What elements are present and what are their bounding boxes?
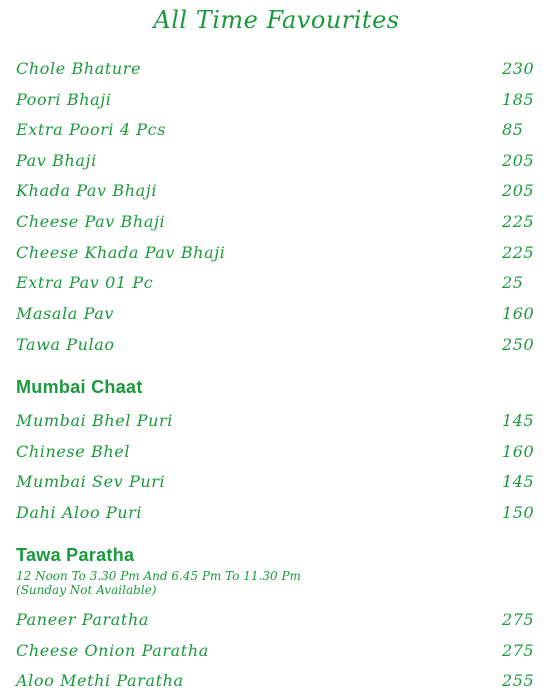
section-title: Tawa Paratha — [16, 545, 135, 565]
item-price: 275 — [502, 641, 535, 660]
item-name: Tawa Pulao — [16, 335, 115, 354]
menu-item — [16, 641, 540, 665]
item-name: Cheese Pav Bhaji — [16, 212, 166, 231]
item-name: Mumbai Sev Puri — [16, 472, 166, 491]
menu-item — [16, 335, 540, 359]
item-price: 145 — [502, 472, 535, 491]
item-price: 205 — [502, 151, 535, 170]
menu-item — [16, 411, 540, 435]
item-price: 185 — [502, 90, 535, 109]
item-price: 255 — [502, 671, 535, 690]
menu-item — [16, 442, 540, 466]
timing-note: 12 Noon To 3.30 Pm And 6.45 Pm To 11.30 Pm — [16, 569, 301, 583]
item-price: 225 — [502, 212, 535, 231]
menu-item — [16, 181, 540, 205]
menu-item — [16, 671, 540, 695]
item-price: 225 — [502, 243, 535, 262]
menu-item — [16, 151, 540, 175]
item-name: Poori Bhaji — [16, 90, 112, 109]
item-name: Chinese Bhel — [16, 442, 131, 461]
item-price: 230 — [502, 59, 535, 78]
item-price: 150 — [502, 503, 535, 522]
item-name: Aloo Methi Paratha — [16, 671, 184, 690]
menu-item — [16, 59, 540, 83]
menu-item — [16, 120, 540, 144]
menu-item — [16, 503, 540, 527]
menu-item — [16, 304, 540, 328]
item-name: Khada Pav Bhaji — [16, 181, 158, 200]
item-price: 85 — [502, 120, 524, 139]
item-price: 145 — [502, 411, 535, 430]
menu-item — [16, 610, 540, 634]
item-name: Paneer Paratha — [16, 610, 150, 629]
item-name: Cheese Onion Paratha — [16, 641, 209, 660]
item-name: Extra Poori 4 Pcs — [16, 120, 167, 139]
item-name: Mumbai Bhel Puri — [16, 411, 174, 430]
item-price: 205 — [502, 181, 535, 200]
item-name: Chole Bhature — [16, 59, 142, 78]
item-price: 275 — [502, 610, 535, 629]
section-title: Mumbai Chaat — [16, 377, 143, 397]
availability-note: (Sunday Not Available) — [16, 583, 157, 597]
menu-item — [16, 243, 540, 267]
item-name: Extra Pav 01 Pc — [16, 273, 154, 292]
item-name: Dahi Aloo Puri — [16, 503, 143, 522]
menu-item — [16, 273, 540, 297]
item-name: Cheese Khada Pav Bhaji — [16, 243, 226, 262]
menu-item — [16, 90, 540, 114]
item-price: 160 — [502, 304, 535, 323]
item-price: 25 — [502, 273, 524, 292]
item-price: 160 — [502, 442, 535, 461]
menu-item — [16, 212, 540, 236]
page-title: All Time Favourites — [153, 6, 400, 34]
item-price: 250 — [502, 335, 535, 354]
menu-item — [16, 472, 540, 496]
item-name: Masala Pav — [16, 304, 115, 323]
item-name: Pav Bhaji — [16, 151, 97, 170]
